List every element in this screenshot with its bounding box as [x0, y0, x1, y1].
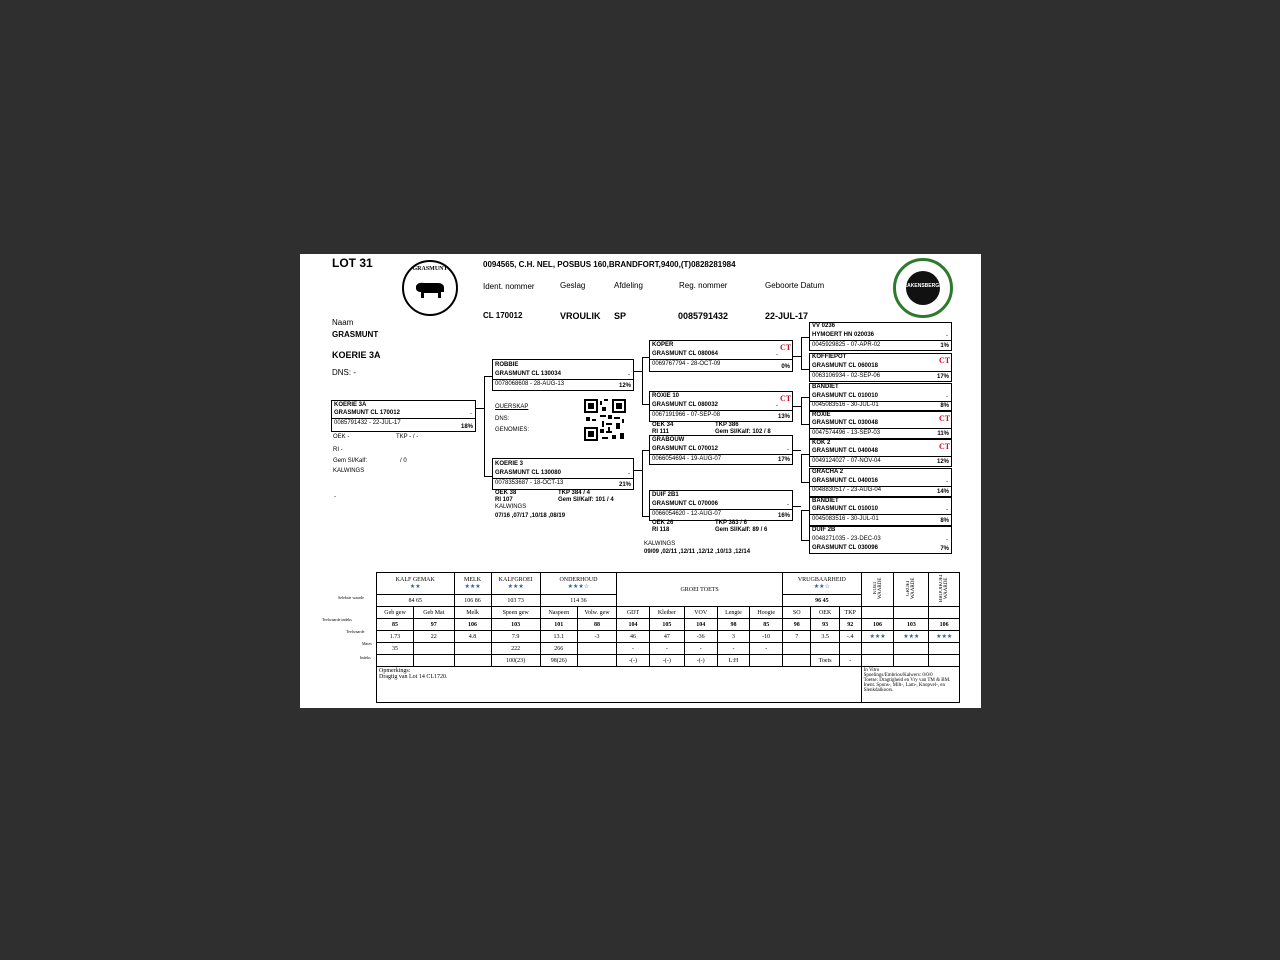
row-label-teelwaarde-indeks: Teelwaarde indeks	[322, 617, 352, 622]
indeks-row-cell	[454, 655, 491, 667]
teelwaarde-cell: -.4	[839, 631, 861, 643]
teelwaarde-cell: 3	[717, 631, 750, 643]
mates-cell: 35	[377, 643, 414, 655]
mates-cell	[839, 643, 861, 655]
indeks-cell: 85	[377, 619, 414, 631]
headers-cell: Kleiber	[649, 607, 684, 619]
granddam-paternal-gem: Gem SI/Kalf: 102 / 8	[715, 429, 771, 435]
indeks-row-cell	[783, 655, 811, 667]
ct-logo-icon: CT	[939, 414, 951, 423]
header-row	[377, 607, 960, 619]
row-label-seleksie: Seleksie waarde	[338, 595, 364, 600]
mates-cell	[783, 643, 811, 655]
group-onderhoud: ONDERHOUD ★★★☆	[540, 573, 616, 595]
ouerskap-genomies: GENOMIES:	[495, 427, 530, 433]
mates-cell: 266	[540, 643, 577, 655]
group-groei-toets: GROEI TOETS	[617, 573, 783, 607]
mates-cell	[894, 643, 929, 655]
mates-cell	[929, 643, 960, 655]
headers-cell: Hoogte	[750, 607, 783, 619]
label-ident: Ident. nommer	[483, 282, 535, 291]
granddam-maternal-oek: OEK 26	[652, 520, 674, 526]
mates-cell: -	[750, 643, 783, 655]
opmerkings-text: Dragtig van Lot 14 CL1720.	[379, 674, 448, 680]
opmerkings-label: Opmerkings:	[379, 668, 411, 674]
teelwaarde-cell: 47	[649, 631, 684, 643]
granddam-maternal-gem: Gem SI/Kalf: 89 / 6	[715, 527, 768, 533]
group-melk: MELK ★★★	[454, 573, 491, 595]
mates-cell: -	[717, 643, 750, 655]
seleksie-vrugbaarheid: 96 45	[783, 595, 862, 607]
ident-value: CL 170012	[483, 311, 523, 320]
animal-box: KOERIE 3A GRASMUNT CL 170012 - 0085791432 - 22-JUL-17 18%	[331, 400, 476, 432]
teelwaarde-cell: 22	[414, 631, 454, 643]
headers-cell: SO	[783, 607, 811, 619]
mates-cell: -	[617, 643, 650, 655]
headers-cell: Melk	[454, 607, 491, 619]
dam-gem: Gem SI/Kalf: 101 / 4	[558, 497, 614, 503]
ct-logo-icon: CT	[780, 394, 792, 403]
indeks-cell: 105	[649, 619, 684, 631]
teelwaarde-cell: 7	[783, 631, 811, 643]
remarks-cell: In Vitro Spoelings/Embrios/Kalwers: 0/0/0 Toetse: Dragtigheid en Vry van TM & BM. Inent. Spons-, Milt-, Lam-, Knopvel-, en Slenkdalkoors.	[861, 667, 959, 703]
dam-tkp: TKP 384 / 4	[558, 490, 590, 496]
mates-cell	[454, 643, 491, 655]
indeks-row-cell	[750, 655, 783, 667]
indeks-cell: 97	[414, 619, 454, 631]
auction-sheet	[300, 254, 981, 708]
group-kalf-gemak: KALF GEMAK ★★	[377, 573, 455, 595]
teelwaarde-cell: ★★★	[894, 631, 929, 643]
headers-cell: VOV	[684, 607, 717, 619]
grandsire-maternal-box: GRABOUW GRASMUNT CL 070012 - 0066054694 - 19-AUG-07 17%	[649, 435, 793, 465]
indeks-row-cell	[929, 655, 960, 667]
headers-cell	[861, 607, 894, 619]
indeks-row-cell: -(-)	[649, 655, 684, 667]
performance-table	[376, 572, 960, 703]
granddam-paternal-ri: RI 111	[652, 429, 670, 435]
indeks-cell: 103	[491, 619, 540, 631]
indeks-cell: 106	[454, 619, 491, 631]
dam-kalw-list: 07/16 ,07/17 ,10/18 ,08/19	[495, 513, 566, 519]
teelwaarde-cell: ★★★	[929, 631, 960, 643]
seleksie-melk: 106 86	[454, 595, 491, 607]
mates-cell: 222	[491, 643, 540, 655]
dam-ri: RI 107	[495, 497, 513, 503]
seleksie-kalfgroei: 103 73	[491, 595, 540, 607]
owner-line: 0094565, C.H. NEL, POSBUS 160,BRANDFORT,9400,(T)0828281984	[483, 260, 736, 269]
headers-cell: Geb Mat	[414, 607, 454, 619]
headers-cell	[894, 607, 929, 619]
dam-box: KOERIE 3 GRASMUNT CL 130080 - 0078353687 - 18-OCT-13 21%	[492, 458, 634, 490]
teelwaarde-cell: 13.1	[540, 631, 577, 643]
granddam-maternal-tkp: TKP 383 / 6	[715, 520, 747, 526]
great-grandparent-6-box: GRACHA 2 GRASMUNT CL 040016 - 0048830517 - 23-AUG-04 14%	[809, 468, 952, 497]
teelwaarde-cell: 4.8	[454, 631, 491, 643]
mates-cell: -	[649, 643, 684, 655]
geboorte-value: 22-JUL-17	[765, 311, 809, 321]
ouerskap-dns: DNS:	[495, 416, 510, 422]
headers-cell: Naspeen	[540, 607, 577, 619]
teelwaarde-cell: 46	[617, 631, 650, 643]
granddam-paternal-tkp: TKP 386	[715, 422, 739, 428]
granddam-paternal-box: ROXIE 10 GRASMUNT CL 080032 - CT 0067191966 - 07-SEP-08 13%	[649, 391, 793, 422]
indeks-row-cell: -(-)	[617, 655, 650, 667]
great-grandparent-5-box: KOK 2 GRASMUNT CL 040048 CT 0049124027 - 07-NOV-04 12%	[809, 439, 952, 467]
headers-cell: GDT	[617, 607, 650, 619]
indeks-row-cell	[577, 655, 616, 667]
teelwaarde-cell: ★★★	[861, 631, 894, 643]
animal-gem-val: / 0	[400, 458, 407, 464]
groei-waarde-label: GROEI WAARDE	[894, 573, 929, 607]
seleksie-onderhoud: 114 36	[540, 595, 616, 607]
label-afdeling: Afdeling	[614, 281, 643, 290]
indeks-row-cell: Toets	[811, 655, 839, 667]
animal-end-dash: -	[334, 494, 336, 500]
sire-box: ROBBIE GRASMUNT CL 130034 - 0078068608 - 28-AUG-13 12%	[492, 359, 634, 391]
naam-line-2: KOERIE 3A	[332, 350, 381, 360]
great-grandparent-7-box: BANDIET GRASMUNT CL 010010 - 0045083516 - 30-JUL-01 8%	[809, 497, 952, 526]
opmerkings-cell	[377, 667, 862, 703]
indeks-cell: 92	[839, 619, 861, 631]
mates-cell: -	[684, 643, 717, 655]
indeks-row-cell	[894, 655, 929, 667]
great-grandparent-2-box: KOFFIEPOT GRASMUNT CL 060018 CT 0063106934 - 02-SEP-06 17%	[809, 353, 952, 382]
label-reg: Reg. nommer	[679, 281, 728, 290]
granddam-maternal-kalw-list: 09/09 ,02/11 ,12/11 ,12/12 ,10/13 ,12/14	[644, 549, 751, 555]
indeks-row	[377, 619, 960, 631]
headers-cell	[929, 607, 960, 619]
teelwaarde-row	[377, 631, 960, 643]
indeks-cell: 98	[717, 619, 750, 631]
teelwaarde-cell: -10	[750, 631, 783, 643]
qr-code-icon	[584, 399, 626, 441]
grandsire-paternal-box: KOPER GRASMUNT CL 080064 - CT 0069767794 - 28-OCT-09 0%	[649, 340, 793, 372]
row-label-mates: Mates	[362, 641, 372, 646]
seleksie-kalf-gemak: 84 65	[377, 595, 455, 607]
teelwaarde-cell: -3	[577, 631, 616, 643]
reg-value: 0085791432	[678, 311, 729, 321]
indeks-cell: 88	[577, 619, 616, 631]
group-kalfgroei: KALFGROEI ★★★	[491, 573, 540, 595]
ct-logo-icon: CT	[780, 343, 792, 352]
great-grandparent-3-box: BANDIET GRASMUNT CL 010010 - 0045083516 - 30-JUL-01 8%	[809, 383, 952, 411]
headers-cell: Volw. gew	[577, 607, 616, 619]
great-grandparent-1-box: VV 0236 HYMOERT HN 020036 - 0045929825 - 07-APR-02 1%	[809, 322, 952, 351]
indeks-detail-row	[377, 655, 960, 667]
indeks-row-cell: -(-)	[684, 655, 717, 667]
granddam-maternal-ri: RI 118	[652, 527, 670, 533]
indeks-row-cell	[861, 655, 894, 667]
mates-cell	[811, 643, 839, 655]
indeks-row-cell	[377, 655, 414, 667]
animal-kalwings: KALWINGS	[333, 468, 365, 474]
label-geboorte: Geboorte Datum	[765, 281, 825, 290]
animal-gem: Gem SI/Kalf:	[333, 458, 368, 464]
afdeling-value: SP	[614, 311, 627, 321]
mates-cell	[577, 643, 616, 655]
bull-icon	[414, 278, 446, 300]
mates-cell	[414, 643, 454, 655]
headers-cell: Lengte	[717, 607, 750, 619]
row-label-teelwaarde: Teelwaarde	[346, 629, 365, 634]
dam-oek: OEK 38	[495, 490, 517, 496]
indeks-cell: 104	[617, 619, 650, 631]
indeks-cell: 98	[783, 619, 811, 631]
mates-cell	[861, 643, 894, 655]
indeks-cell: 103	[894, 619, 929, 631]
indeks-cell: 106	[929, 619, 960, 631]
mates-row	[377, 643, 960, 655]
headers-cell: Geb gew	[377, 607, 414, 619]
indeks-cell: 85	[750, 619, 783, 631]
animal-oek: OEK -	[333, 434, 350, 440]
lot-number: LOT 31	[332, 256, 373, 270]
animal-ri: RI -	[333, 447, 343, 453]
indeks-row-cell: 98(26)	[540, 655, 577, 667]
brooikoei-waarde-label: BROOIKOEI WAARDE	[929, 573, 960, 607]
great-grandparent-4-box: ROXIE GRASMUNT CL 030048 CT 0047574496 - 13-SEP-03 11%	[809, 411, 952, 439]
indeks-row-cell: 100(23)	[491, 655, 540, 667]
drakensberger-logo: DRAKENSBERGER	[893, 258, 953, 318]
dam-kalwings: KALWINGS	[495, 504, 527, 510]
teelwaarde-cell: 7.9	[491, 631, 540, 643]
ouerskap-title: OUERSKAP	[495, 404, 529, 410]
indeks-row-cell: L:H	[717, 655, 750, 667]
indeks-row-cell: -	[839, 655, 861, 667]
indeks-row-cell	[414, 655, 454, 667]
koei-waarde-label: KOEI WAARDE	[861, 573, 894, 607]
ct-logo-icon: CT	[939, 442, 951, 451]
great-grandparent-8-box: DUIF 2B 0048271035 - 23-DEC-03 - GRASMUNT CL 030096 7%	[809, 526, 952, 554]
group-vrugbaarheid: VRUGBAARHEID ★★☆	[783, 573, 862, 595]
dns-label: DNS: -	[332, 368, 356, 377]
indeks-cell: 104	[684, 619, 717, 631]
naam-line-1: GRASMUNT	[332, 330, 379, 339]
indeks-cell: 101	[540, 619, 577, 631]
indeks-cell: 106	[861, 619, 894, 631]
teelwaarde-cell: -36	[684, 631, 717, 643]
headers-cell: TKP	[839, 607, 861, 619]
grasmunt-logo: GRASMUNT	[402, 260, 458, 316]
ct-logo-icon: CT	[939, 356, 951, 365]
granddam-paternal-oek: OEK 34	[652, 422, 674, 428]
row-label-indeks: Indeks	[360, 655, 371, 660]
headers-cell: OEK	[811, 607, 839, 619]
geslag-value: VROULIK	[560, 311, 601, 321]
animal-tkp: TKP - / -	[396, 434, 419, 440]
teelwaarde-cell: 1.73	[377, 631, 414, 643]
granddam-maternal-kalwings: KALWINGS	[644, 541, 676, 547]
teelwaarde-cell: 3.5	[811, 631, 839, 643]
indeks-cell: 93	[811, 619, 839, 631]
headers-cell: Speen gew	[491, 607, 540, 619]
naam-label: Naam	[332, 318, 354, 327]
granddam-maternal-box: DUIF 2B1 GRASMUNT CL 070006 - 0066054620 - 12-AUG-07 16%	[649, 490, 793, 521]
label-geslag: Geslag	[560, 281, 586, 290]
